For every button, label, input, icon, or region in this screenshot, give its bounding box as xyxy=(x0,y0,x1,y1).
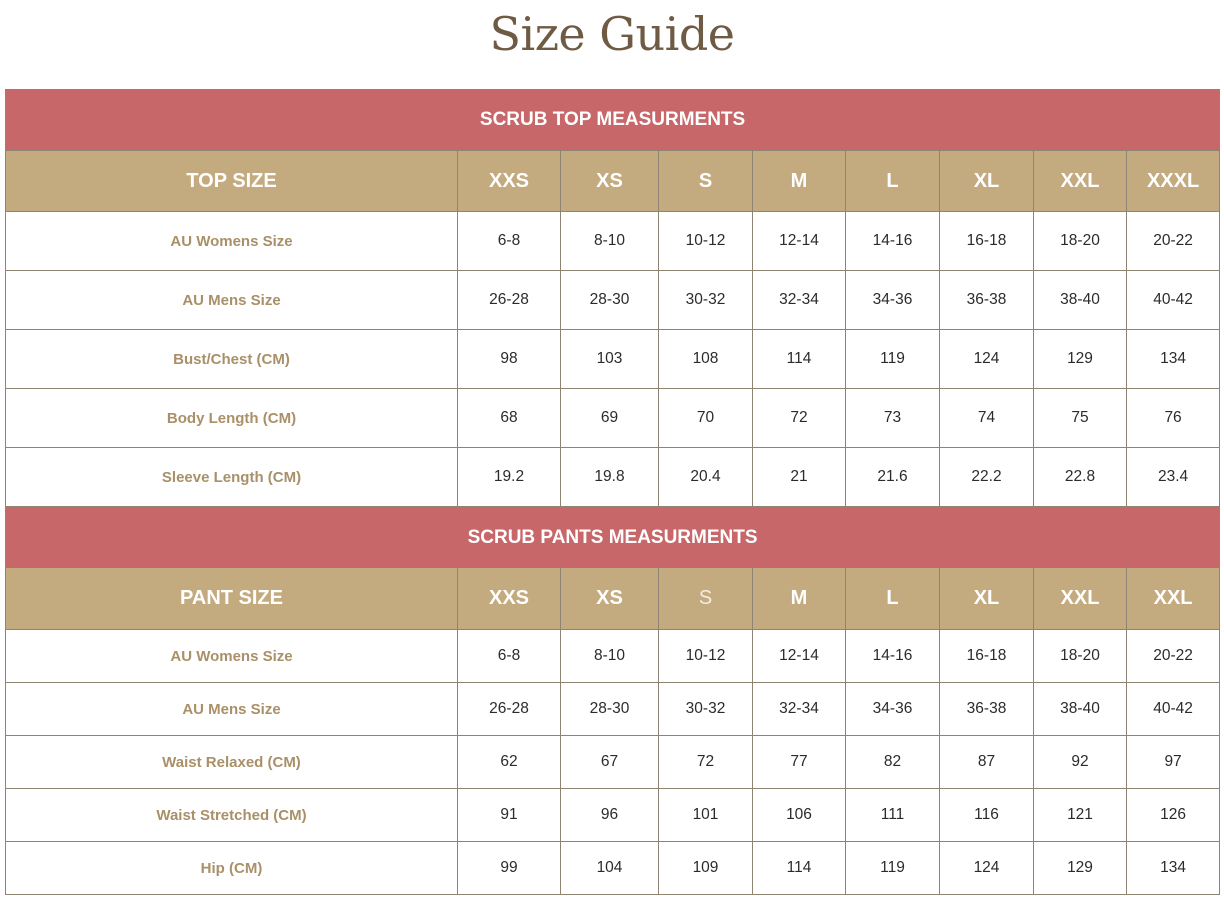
measurement-cell: 28-30 xyxy=(561,683,659,736)
measurement-cell: 30-32 xyxy=(659,683,753,736)
row-label: AU Womens Size xyxy=(6,630,458,683)
measurement-cell: 8-10 xyxy=(561,212,659,271)
measurement-cell: 10-12 xyxy=(659,630,753,683)
measurement-cell: 38-40 xyxy=(1034,683,1127,736)
row-label: Body Length (CM) xyxy=(6,389,458,448)
measurement-cell: 20-22 xyxy=(1127,630,1220,683)
measurement-cell: 91 xyxy=(458,789,561,842)
table-row xyxy=(6,448,1220,507)
measurement-cell: 74 xyxy=(940,389,1034,448)
row-label: Waist Stretched (CM) xyxy=(6,789,458,842)
measurement-cell: 40-42 xyxy=(1127,683,1220,736)
measurement-cell: 72 xyxy=(659,736,753,789)
measurement-cell: 99 xyxy=(458,842,561,895)
measurement-cell: 22.8 xyxy=(1034,448,1127,507)
measurement-cell: 75 xyxy=(1034,389,1127,448)
measurement-cell: 119 xyxy=(846,330,940,389)
measurement-cell: 21 xyxy=(753,448,846,507)
measurement-cell: 14-16 xyxy=(846,212,940,271)
table-row xyxy=(6,683,1220,736)
table-row xyxy=(6,630,1220,683)
measurement-cell: 22.2 xyxy=(940,448,1034,507)
measurement-cell: 96 xyxy=(561,789,659,842)
size-column-header: XXL xyxy=(1127,568,1220,630)
measurement-cell: 98 xyxy=(458,330,561,389)
measurement-cell: 30-32 xyxy=(659,271,753,330)
measurement-cell: 124 xyxy=(940,330,1034,389)
measurement-cell: 108 xyxy=(659,330,753,389)
measurement-cell: 114 xyxy=(753,842,846,895)
measurement-cell: 28-30 xyxy=(561,271,659,330)
pants-size-header-row xyxy=(6,568,1220,630)
measurement-cell: 32-34 xyxy=(753,271,846,330)
scrub-pants-table xyxy=(5,507,1220,895)
measurement-cell: 20.4 xyxy=(659,448,753,507)
size-column-header: XS xyxy=(561,568,659,630)
measurement-cell: 6-8 xyxy=(458,630,561,683)
scrub-top-table xyxy=(5,89,1220,507)
measurement-cell: 12-14 xyxy=(753,212,846,271)
measurement-cell: 119 xyxy=(846,842,940,895)
top-size-header-label: TOP SIZE xyxy=(6,151,458,212)
pants-section-title: SCRUB PANTS MEASURMENTS xyxy=(6,508,1220,568)
measurement-cell: 26-28 xyxy=(458,683,561,736)
measurement-cell: 26-28 xyxy=(458,271,561,330)
measurement-cell: 20-22 xyxy=(1127,212,1220,271)
measurement-cell: 72 xyxy=(753,389,846,448)
measurement-cell: 70 xyxy=(659,389,753,448)
measurement-cell: 101 xyxy=(659,789,753,842)
measurement-cell: 67 xyxy=(561,736,659,789)
measurement-cell: 34-36 xyxy=(846,271,940,330)
table-row xyxy=(6,842,1220,895)
size-column-header: S xyxy=(659,151,753,212)
size-column-header: XXS xyxy=(458,568,561,630)
measurement-cell: 114 xyxy=(753,330,846,389)
measurement-cell: 14-16 xyxy=(846,630,940,683)
table-row xyxy=(6,736,1220,789)
measurement-cell: 76 xyxy=(1127,389,1220,448)
measurement-cell: 62 xyxy=(458,736,561,789)
measurement-cell: 134 xyxy=(1127,842,1220,895)
measurement-cell: 23.4 xyxy=(1127,448,1220,507)
size-column-header: XXS xyxy=(458,151,561,212)
top-size-header-row xyxy=(6,151,1220,212)
measurement-cell: 18-20 xyxy=(1034,212,1127,271)
measurement-cell: 38-40 xyxy=(1034,271,1127,330)
page-title: Size Guide xyxy=(489,7,735,61)
measurement-cell: 68 xyxy=(458,389,561,448)
measurement-cell: 103 xyxy=(561,330,659,389)
measurement-cell: 109 xyxy=(659,842,753,895)
table-row xyxy=(6,389,1220,448)
size-column-header: XL xyxy=(940,151,1034,212)
measurement-cell: 10-12 xyxy=(659,212,753,271)
top-section-title: SCRUB TOP MEASURMENTS xyxy=(6,90,1220,151)
measurement-cell: 77 xyxy=(753,736,846,789)
measurement-cell: 82 xyxy=(846,736,940,789)
measurement-cell: 8-10 xyxy=(561,630,659,683)
measurement-cell: 36-38 xyxy=(940,683,1034,736)
measurement-cell: 129 xyxy=(1034,330,1127,389)
measurement-cell: 111 xyxy=(846,789,940,842)
measurement-cell: 16-18 xyxy=(940,630,1034,683)
measurement-cell: 69 xyxy=(561,389,659,448)
measurement-cell: 6-8 xyxy=(458,212,561,271)
size-column-header: XXXL xyxy=(1127,151,1220,212)
measurement-cell: 116 xyxy=(940,789,1034,842)
measurement-cell: 106 xyxy=(753,789,846,842)
measurement-cell: 92 xyxy=(1034,736,1127,789)
measurement-cell: 19.2 xyxy=(458,448,561,507)
size-column-header: XL xyxy=(940,568,1034,630)
size-column-header: S xyxy=(659,568,753,630)
size-column-header: XXL xyxy=(1034,568,1127,630)
row-label: Hip (CM) xyxy=(6,842,458,895)
measurement-cell: 121 xyxy=(1034,789,1127,842)
row-label: Bust/Chest (CM) xyxy=(6,330,458,389)
table-row xyxy=(6,330,1220,389)
row-label: AU Womens Size xyxy=(6,212,458,271)
measurement-cell: 36-38 xyxy=(940,271,1034,330)
measurement-cell: 18-20 xyxy=(1034,630,1127,683)
measurement-cell: 32-34 xyxy=(753,683,846,736)
size-column-header: XS xyxy=(561,151,659,212)
measurement-cell: 19.8 xyxy=(561,448,659,507)
measurement-cell: 34-36 xyxy=(846,683,940,736)
pants-section-row xyxy=(6,508,1220,568)
measurement-cell: 126 xyxy=(1127,789,1220,842)
row-label: AU Mens Size xyxy=(6,683,458,736)
measurement-cell: 16-18 xyxy=(940,212,1034,271)
measurement-cell: 124 xyxy=(940,842,1034,895)
measurement-cell: 40-42 xyxy=(1127,271,1220,330)
table-row xyxy=(6,212,1220,271)
size-column-header: XXL xyxy=(1034,151,1127,212)
measurement-cell: 12-14 xyxy=(753,630,846,683)
table-row xyxy=(6,789,1220,842)
measurement-cell: 73 xyxy=(846,389,940,448)
measurement-cell: 97 xyxy=(1127,736,1220,789)
size-column-header: L xyxy=(846,151,940,212)
table-row xyxy=(6,271,1220,330)
size-column-header: M xyxy=(753,151,846,212)
measurement-cell: 104 xyxy=(561,842,659,895)
measurement-cell: 134 xyxy=(1127,330,1220,389)
row-label: Sleeve Length (CM) xyxy=(6,448,458,507)
measurement-cell: 21.6 xyxy=(846,448,940,507)
size-column-header: M xyxy=(753,568,846,630)
measurement-cell: 87 xyxy=(940,736,1034,789)
row-label: Waist Relaxed (CM) xyxy=(6,736,458,789)
measurement-cell: 129 xyxy=(1034,842,1127,895)
pants-size-header-label: PANT SIZE xyxy=(6,568,458,630)
top-section-row xyxy=(6,90,1220,151)
size-column-header: L xyxy=(846,568,940,630)
row-label: AU Mens Size xyxy=(6,271,458,330)
